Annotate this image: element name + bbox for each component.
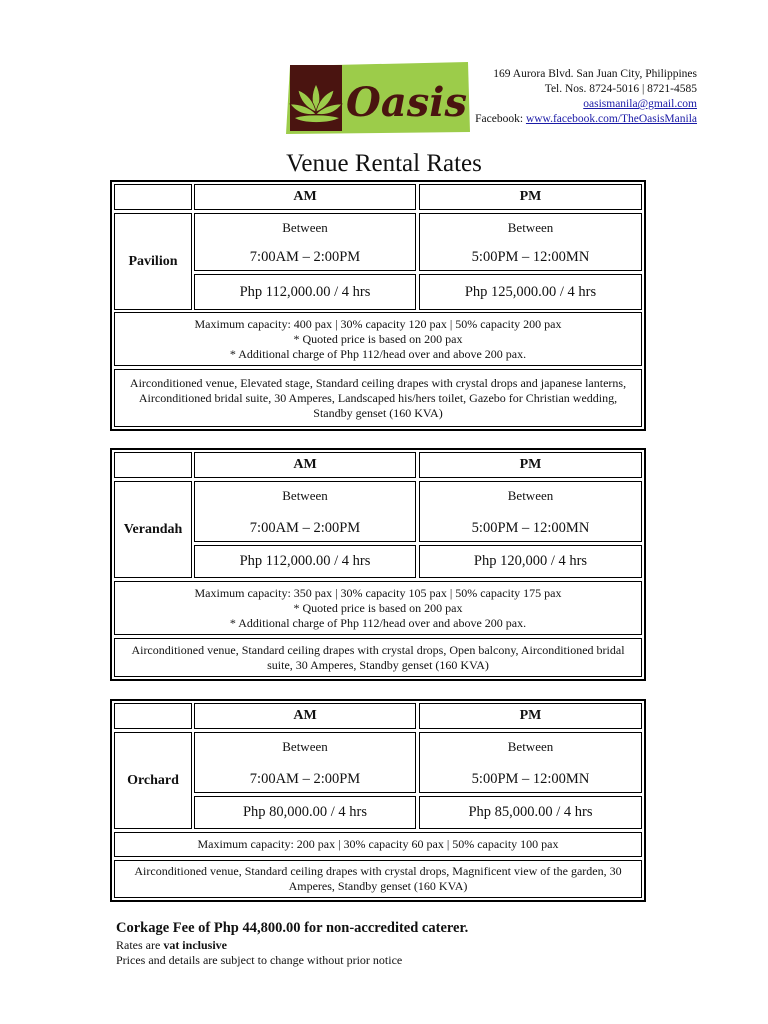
am-time-cell — [194, 481, 416, 542]
am-time-cell — [194, 213, 416, 271]
pm-price: Php 125,000.00 / 4 hrs — [419, 274, 642, 310]
venue-table-orchard — [110, 699, 646, 902]
capacity-text: Maximum capacity: 400 pax | 30% capacity 120 pax | 50% capacity 200 pax — [194, 316, 562, 331]
capacity-notes — [114, 832, 642, 857]
am-between-label: Between — [282, 488, 328, 503]
am-hours: 7:00AM – 2:00PM — [249, 249, 361, 265]
venue-table-verandah — [110, 448, 646, 681]
contact-block — [475, 67, 697, 127]
disclaimer: Prices and details are subject to change without prior notice — [116, 953, 403, 967]
brand-wordmark: Oasis — [346, 79, 467, 126]
pm-between-label: Between — [507, 739, 554, 754]
am-price: Php 80,000.00 / 4 hrs — [194, 796, 416, 829]
am-header: AM — [194, 703, 416, 729]
corner-cell — [114, 703, 192, 729]
capacity-text: Maximum capacity: 350 pax | 30% capacity 105 pax | 50% capacity 175 pax — [194, 585, 562, 600]
vat-prefix: Rates are — [116, 938, 161, 952]
corner-cell — [114, 184, 192, 210]
address: 169 Aurora Blvd. San Juan City, Philippines — [493, 68, 697, 80]
quote-note: * Quoted price is based on 200 pax — [293, 331, 463, 346]
am-hours: 7:00AM – 2:00PM — [249, 520, 361, 536]
venue-table-pavilion — [110, 180, 646, 431]
pm-header: PM — [419, 184, 642, 210]
email-link[interactable]: oasismanila@gmail.com — [583, 98, 697, 110]
am-between-label: Between — [282, 220, 328, 235]
amenities: Airconditioned venue, Standard ceiling drapes with crystal drops, Magnificent view of the garden, 30 Amperes, Standby genset (160 KVA) — [114, 860, 642, 898]
pm-between-label: Between — [507, 488, 554, 503]
amenities: Airconditioned venue, Standard ceiling drapes with crystal drops, Open balcony, Airconditioned bridal suite, 30 Amperes, Standby genset (160 KVA) — [114, 638, 642, 677]
pm-price: Php 85,000.00 / 4 hrs — [419, 796, 642, 829]
charge-note: * Additional charge of Php 112/head over and above 200 pax. — [229, 615, 527, 630]
corkage-fee: Corkage Fee of Php 44,800.00 for non-accredited caterer. — [116, 920, 469, 936]
facebook-link[interactable]: www.facebook.com/TheOasisManila — [525, 113, 697, 125]
pm-hours: 5:00PM – 12:00MN — [471, 771, 590, 787]
phone-numbers: Tel. Nos. 8724-5016 | 8721-4585 — [544, 83, 697, 95]
am-header: AM — [194, 452, 416, 478]
vat-note — [116, 938, 227, 953]
am-between-label: Between — [282, 739, 328, 754]
pm-price: Php 120,000 / 4 hrs — [419, 545, 642, 578]
pm-time-cell — [419, 481, 642, 542]
venue-name: Verandah — [114, 481, 192, 578]
pm-between-label: Between — [507, 220, 554, 235]
vat-inclusive: vat inclusive — [163, 938, 227, 952]
corner-cell — [114, 452, 192, 478]
pm-header: PM — [419, 703, 642, 729]
page-title: Venue Rental Rates — [286, 150, 482, 177]
am-header: AM — [194, 184, 416, 210]
charge-note: * Additional charge of Php 112/head over and above 200 pax. — [229, 346, 527, 361]
pm-time-cell — [419, 213, 642, 271]
capacity-notes — [114, 312, 642, 366]
am-price: Php 112,000.00 / 4 hrs — [194, 545, 416, 578]
amenities: Airconditioned venue, Elevated stage, Standard ceiling drapes with crystal drops and japanese lanterns, Airconditioned bridal suite, 30 Amperes, Landscaped his/hers toilet, Gazebo for Christian wedding, Standby genset (160 KVA) — [114, 369, 642, 427]
am-time-cell — [194, 732, 416, 793]
venue-name: Orchard — [114, 732, 192, 829]
pm-time-cell — [419, 732, 642, 793]
oasis-logo — [284, 62, 470, 134]
venue-name: Pavilion — [114, 213, 192, 310]
facebook-label: Facebook: — [475, 113, 524, 125]
pm-header: PM — [419, 452, 642, 478]
am-hours: 7:00AM – 2:00PM — [249, 771, 361, 787]
capacity-text: Maximum capacity: 200 pax | 30% capacity 60 pax | 50% capacity 100 pax — [197, 837, 559, 851]
pm-hours: 5:00PM – 12:00MN — [471, 249, 590, 265]
quote-note: * Quoted price is based on 200 pax — [293, 600, 463, 615]
pm-hours: 5:00PM – 12:00MN — [471, 520, 590, 536]
capacity-notes — [114, 581, 642, 635]
am-price: Php 112,000.00 / 4 hrs — [194, 274, 416, 310]
